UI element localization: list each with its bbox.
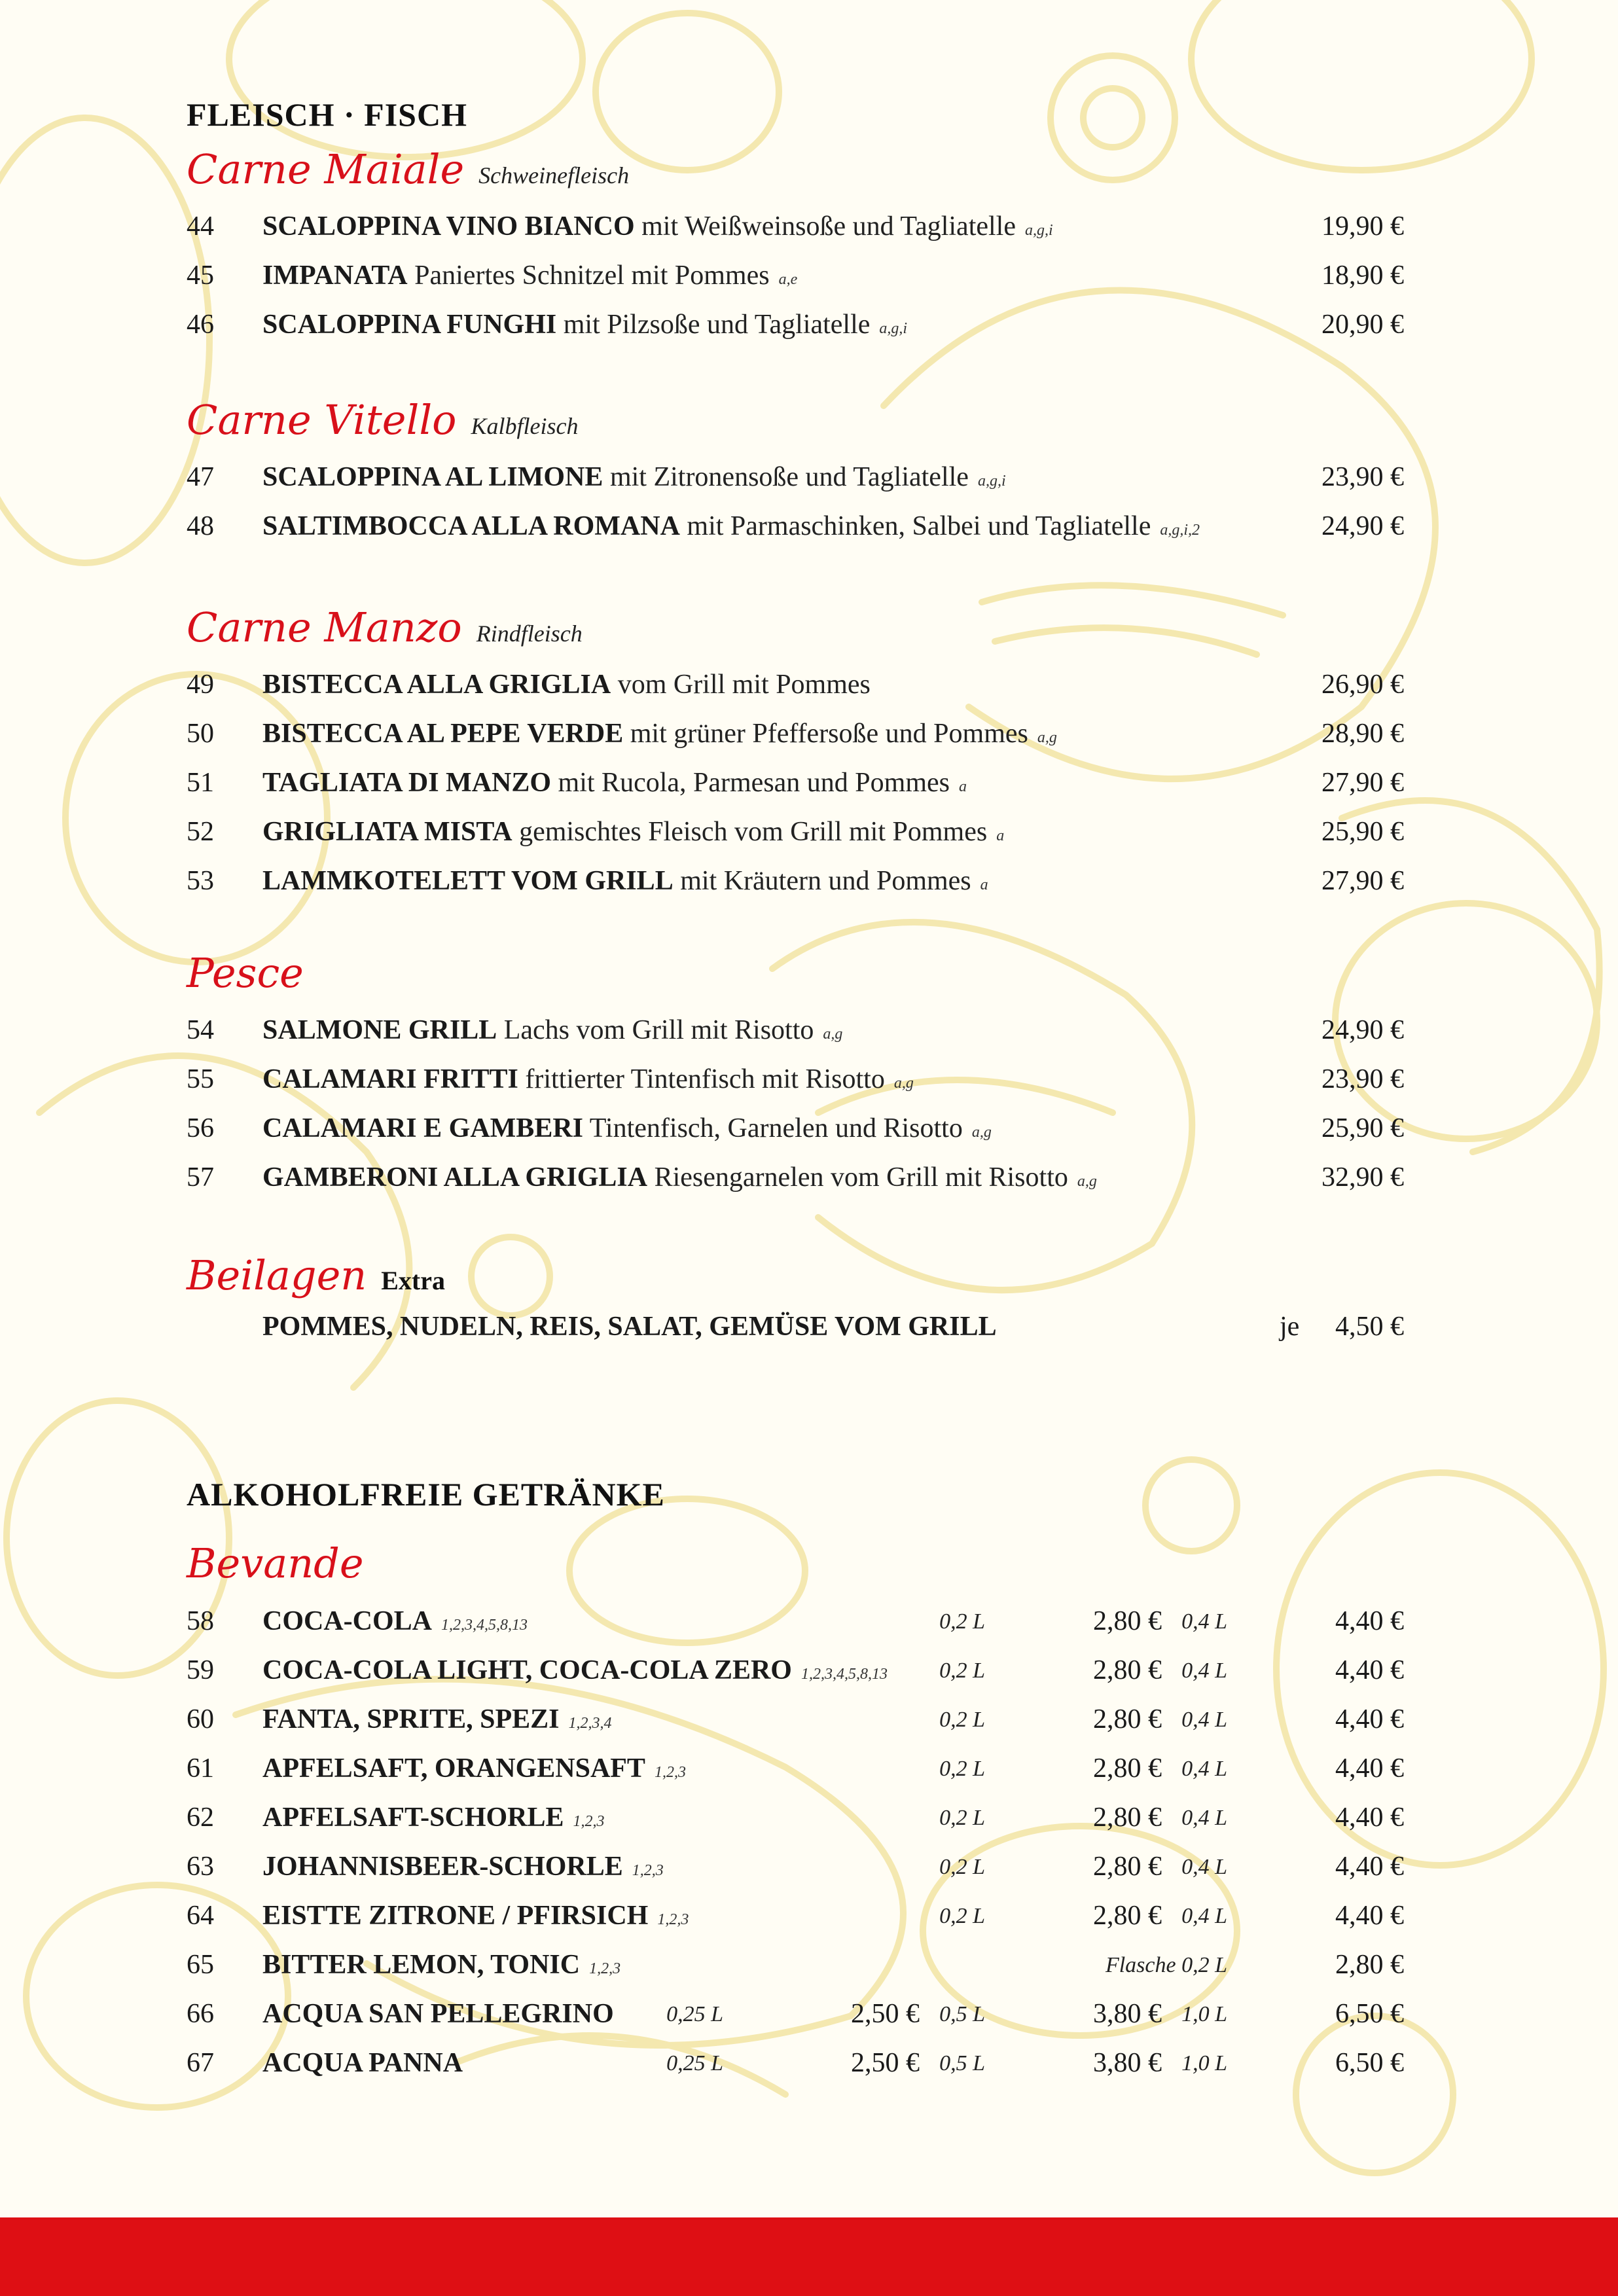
item-price: 23,90 € (1321, 1064, 1404, 1094)
volume-label: 0,2 L (939, 1659, 985, 1683)
item-name: SALMONE GRILL (262, 1015, 497, 1045)
item-line (262, 1113, 992, 1144)
item-number: 50 (187, 719, 214, 749)
drink-name: ACQUA SAN PELLEGRINO (262, 1999, 614, 2029)
item-line (262, 767, 967, 798)
drink-price: 4,40 € (1335, 1704, 1404, 1734)
extra-label: Extra (381, 1266, 445, 1295)
item-price: 24,90 € (1321, 1015, 1404, 1045)
subsection-title: Pesce (187, 949, 304, 997)
item-line (262, 865, 988, 897)
item-name: IMPANATA (262, 260, 408, 291)
drink-name: BITTER LEMON, TONIC (262, 1950, 581, 1980)
menu-item-row (187, 309, 1404, 355)
allergen-codes: 1,2,3 (589, 1960, 621, 1977)
item-description: mit Rucola, Parmesan und Pommes (551, 768, 950, 798)
allergen-codes: 1,2,3 (657, 1911, 689, 1928)
item-number: 67 (187, 2048, 214, 2078)
item-price: 19,90 € (1321, 211, 1404, 242)
item-line (262, 1949, 620, 1981)
drink-price: 3,80 € (1093, 1999, 1162, 2029)
drink-row (187, 1605, 1404, 1651)
item-price: 25,90 € (1321, 1113, 1404, 1143)
drink-row (187, 2047, 1404, 2093)
allergen-codes: 1,2,3,4,5,8,13 (800, 1666, 888, 1683)
volume-label: 0,2 L (939, 1855, 985, 1879)
drink-name: ACQUA PANNA (262, 2048, 463, 2078)
drink-price: 6,50 € (1335, 2048, 1404, 2078)
item-description: mit Pilzsoße und Tagliatelle (556, 310, 871, 340)
drink-name: APFELSAFT, ORANGENSAFT (262, 1753, 645, 1784)
drink-price: 2,80 € (1093, 1753, 1162, 1784)
subsection-vitello (187, 396, 578, 444)
subsection-subtitle: Kalbfleisch (471, 413, 579, 439)
volume-label: 0,4 L (1181, 1757, 1227, 1781)
drink-name: COCA-COLA LIGHT, COCA-COLA ZERO (262, 1655, 792, 1685)
item-line (262, 309, 907, 340)
item-line (262, 1900, 689, 1931)
subsection-title: Bevande (187, 1539, 364, 1587)
volume-label: 0,25 L (666, 2002, 723, 2026)
subsection-title: Carne Vitello (187, 396, 457, 444)
allergen-codes: a (996, 827, 1005, 844)
volume-label: 0,2 L (939, 1609, 985, 1634)
item-line (262, 1753, 686, 1784)
item-line (262, 1162, 1097, 1193)
item-number: 55 (187, 1064, 214, 1094)
item-description: Riesengarnelen vom Grill mit Risotto (647, 1162, 1068, 1193)
allergen-codes: a (980, 876, 988, 893)
item-number: 52 (187, 817, 214, 847)
item-number: 63 (187, 1852, 214, 1882)
item-name: BISTECCA ALLA GRIGLIA (262, 670, 611, 700)
item-line (262, 1064, 914, 1095)
item-number: 60 (187, 1704, 214, 1734)
item-name: SCALOPPINA VINO BIANCO (262, 211, 635, 242)
allergen-codes: a,g (1037, 729, 1057, 746)
menu-item-row (187, 1113, 1404, 1158)
volume-label: 0,4 L (1181, 1708, 1227, 1732)
menu-item-row (187, 816, 1404, 862)
drink-row (187, 1998, 1404, 2044)
menu-item-row (187, 1064, 1404, 1109)
item-number: 51 (187, 768, 214, 798)
section-title-meat-fish: FLEISCH · FISCH (187, 96, 467, 133)
item-description: vom Grill mit Pommes (611, 670, 871, 700)
item-name: SALTIMBOCCA ALLA ROMANA (262, 511, 680, 541)
allergen-codes: a,g,i (977, 473, 1006, 490)
item-number: 54 (187, 1015, 214, 1045)
drink-name: EISTTE ZITRONE / PFIRSICH (262, 1901, 649, 1931)
drink-price: 2,80 € (1093, 1655, 1162, 1685)
allergen-codes: a (959, 778, 967, 795)
drink-row (187, 1900, 1404, 1946)
drink-price: 2,80 € (1335, 1950, 1404, 1980)
item-price: 25,90 € (1321, 817, 1404, 847)
allergen-codes: a,g (893, 1075, 914, 1092)
item-number: 62 (187, 1803, 214, 1833)
item-name: GAMBERONI ALLA GRIGLIA (262, 1162, 648, 1193)
volume-label: Flasche 0,2 L (1105, 1953, 1227, 1977)
section-title-drinks: ALKOHOLFREIE GETRÄNKE (187, 1476, 665, 1513)
allergen-codes: 1,2,3,4 (568, 1715, 612, 1732)
item-price: 32,90 € (1321, 1162, 1404, 1193)
item-number: 61 (187, 1753, 214, 1784)
item-description: frittierter Tintenfisch mit Risotto (518, 1064, 885, 1094)
drink-price: 2,50 € (851, 1999, 920, 2029)
item-description: Tintenfisch, Garnelen und Risotto (583, 1113, 963, 1143)
subsection-manzo (187, 603, 583, 651)
menu-item-row (187, 767, 1404, 813)
item-name: CALAMARI FRITTI (262, 1064, 518, 1094)
volume-label: 0,4 L (1181, 1659, 1227, 1683)
item-number: 45 (187, 260, 214, 291)
item-description: mit Weißweinsoße und Tagliatelle (634, 211, 1016, 242)
item-number: 49 (187, 670, 214, 700)
drink-row (187, 1655, 1404, 1700)
menu-item-row (187, 1014, 1404, 1060)
drink-row (187, 1704, 1404, 1749)
item-line (262, 718, 1057, 749)
item-price: 18,90 € (1321, 260, 1404, 291)
menu-item-row (187, 461, 1404, 507)
item-name: LAMMKOTELETT VOM GRILL (262, 866, 674, 896)
subsection-subtitle: Schweinefleisch (478, 162, 630, 188)
volume-label: 0,2 L (939, 1757, 985, 1781)
drink-price: 2,80 € (1093, 1901, 1162, 1931)
volume-label: 1,0 L (1181, 2002, 1227, 2026)
item-number: 66 (187, 1999, 214, 2029)
item-price: 24,90 € (1321, 511, 1404, 541)
subsection-bevande (187, 1539, 364, 1587)
allergen-codes: 1,2,3,4,5,8,13 (441, 1617, 528, 1634)
allergen-codes: a,g (823, 1026, 843, 1043)
drink-row (187, 1802, 1404, 1848)
item-name: CALAMARI E GAMBERI (262, 1113, 584, 1143)
item-line (262, 1998, 614, 2030)
item-number: 57 (187, 1162, 214, 1193)
footer-bar (0, 2217, 1618, 2296)
volume-label: 0,5 L (939, 2002, 985, 2026)
drink-price: 2,80 € (1093, 1852, 1162, 1882)
item-number: 48 (187, 511, 214, 541)
item-number: 44 (187, 211, 214, 242)
drink-price: 6,50 € (1335, 1999, 1404, 2029)
item-line (262, 1704, 612, 1735)
drink-price: 3,80 € (1093, 2048, 1162, 2078)
item-description: mit Parmaschinken, Salbei und Tagliatelle (679, 511, 1151, 541)
subsection-pesce (187, 949, 304, 997)
menu-item-row (187, 511, 1404, 556)
item-description: gemischtes Fleisch vom Grill mit Pommes (512, 817, 988, 847)
volume-label: 0,2 L (939, 1708, 985, 1732)
beilagen-row (187, 1311, 1404, 1357)
beilagen-items: POMMES, NUDELN, REIS, SALAT, GEMÜSE VOM GRILL (262, 1312, 997, 1342)
item-line (262, 1014, 842, 1046)
item-description: mit Kräutern und Pommes (673, 866, 971, 896)
allergen-codes: a,g,i (879, 320, 908, 337)
drink-price: 4,40 € (1335, 1901, 1404, 1931)
item-name: SCALOPPINA AL LIMONE (262, 462, 603, 492)
allergen-codes: a,g (1077, 1173, 1097, 1190)
drink-name: FANTA, SPRITE, SPEZI (262, 1704, 560, 1734)
item-line (262, 461, 1006, 493)
subsection-title: Carne Maiale (187, 145, 465, 193)
drink-price: 2,80 € (1093, 1606, 1162, 1636)
item-line (262, 1802, 605, 1833)
item-line (262, 2047, 463, 2079)
item-number: 53 (187, 866, 214, 896)
item-description: Paniertes Schnitzel mit Pommes (407, 260, 770, 291)
drink-price: 4,40 € (1335, 1852, 1404, 1882)
subsection-title: Beilagen (187, 1251, 367, 1299)
volume-label: 0,25 L (666, 2051, 723, 2075)
item-name: SCALOPPINA FUNGHI (262, 310, 557, 340)
volume-label: 0,5 L (939, 2051, 985, 2075)
allergen-codes: a,e (778, 271, 798, 288)
drink-row (187, 1753, 1404, 1799)
volume-label: 0,2 L (939, 1904, 985, 1928)
item-number: 56 (187, 1113, 214, 1143)
je-label: je (1280, 1312, 1300, 1342)
menu-item-row (187, 260, 1404, 306)
volume-label: 1,0 L (1181, 2051, 1227, 2075)
item-description: mit Zitronensoße und Tagliatelle (603, 462, 969, 492)
item-number: 65 (187, 1950, 214, 1980)
drink-price: 4,40 € (1335, 1655, 1404, 1685)
item-name: BISTECCA AL PEPE VERDE (262, 719, 624, 749)
item-line (262, 211, 1053, 242)
item-number: 64 (187, 1901, 214, 1931)
drink-name: APFELSAFT-SCHORLE (262, 1803, 564, 1833)
item-price: 23,90 € (1321, 462, 1404, 492)
menu-item-row (187, 669, 1404, 715)
item-number: 59 (187, 1655, 214, 1685)
allergen-codes: 1,2,3 (654, 1764, 686, 1781)
drink-row (187, 1851, 1404, 1897)
drink-price: 4,40 € (1335, 1753, 1404, 1784)
beilagen-price: 4,50 € (1335, 1312, 1404, 1342)
allergen-codes: 1,2,3 (573, 1813, 605, 1830)
drink-price: 4,40 € (1335, 1606, 1404, 1636)
item-line (262, 816, 1004, 848)
volume-label: 0,4 L (1181, 1904, 1227, 1928)
item-line (262, 1655, 888, 1686)
item-line (262, 511, 1200, 542)
drink-name: COCA-COLA (262, 1606, 432, 1636)
item-number: 58 (187, 1606, 214, 1636)
item-description: Lachs vom Grill mit Risotto (497, 1015, 814, 1045)
allergen-codes: 1,2,3 (632, 1862, 664, 1879)
item-price: 27,90 € (1321, 866, 1404, 896)
item-line (262, 669, 871, 700)
menu-item-row (187, 1162, 1404, 1208)
subsection-title: Carne Manzo (187, 603, 462, 651)
item-line (262, 260, 797, 291)
allergen-codes: a,g,i,2 (1160, 522, 1200, 539)
subsection-maiale (187, 145, 629, 193)
item-name: GRIGLIATA MISTA (262, 817, 512, 847)
item-price: 26,90 € (1321, 670, 1404, 700)
drink-price: 2,50 € (851, 2048, 920, 2078)
item-number: 47 (187, 462, 214, 492)
item-price: 20,90 € (1321, 310, 1404, 340)
subsection-beilagen (187, 1251, 445, 1299)
volume-label: 0,4 L (1181, 1855, 1227, 1879)
drink-price: 2,80 € (1093, 1803, 1162, 1833)
item-line (262, 1851, 664, 1882)
drink-price: 4,40 € (1335, 1803, 1404, 1833)
menu-item-row (187, 211, 1404, 257)
item-price: 28,90 € (1321, 719, 1404, 749)
volume-label: 0,4 L (1181, 1609, 1227, 1634)
item-price: 27,90 € (1321, 768, 1404, 798)
item-description: mit grüner Pfeffersoße und Pommes (623, 719, 1028, 749)
drink-name: JOHANNISBEER-SCHORLE (262, 1852, 623, 1882)
item-line (262, 1605, 528, 1637)
volume-label: 0,2 L (939, 1806, 985, 1830)
menu-item-row (187, 718, 1404, 764)
item-name: TAGLIATA DI MANZO (262, 768, 552, 798)
drink-row (187, 1949, 1404, 1995)
allergen-codes: a,g,i (1024, 222, 1053, 239)
subsection-subtitle: Rindfleisch (476, 620, 583, 647)
drink-price: 2,80 € (1093, 1704, 1162, 1734)
menu-item-row (187, 865, 1404, 911)
item-number: 46 (187, 310, 214, 340)
volume-label: 0,4 L (1181, 1806, 1227, 1830)
allergen-codes: a,g (971, 1124, 992, 1141)
